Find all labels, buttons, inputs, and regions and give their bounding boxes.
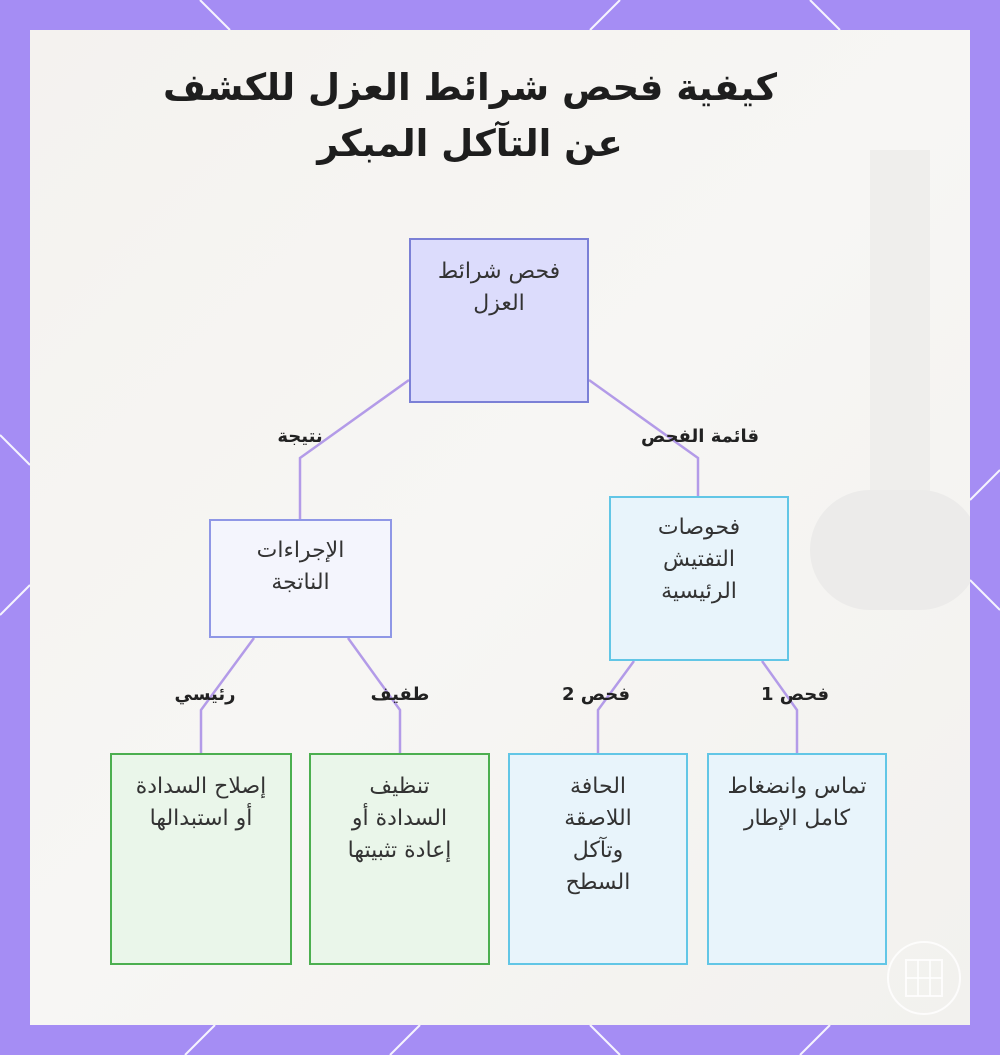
node-adhesive-edge (508, 753, 688, 965)
node-repair-or-replace-label: إصلاح السدادة أو استبدالها (135, 774, 267, 831)
edge-root-to-actions (300, 380, 409, 519)
node-adhesive-edge-label: الحافة اللاصقة وتآكل السطح (564, 774, 632, 895)
node-clean-or-refit-label: تنظيف السدادة أو إعادة تثبيتها (347, 774, 452, 863)
node-inspect-seals (409, 238, 589, 403)
edge-label-checklist: قائمة الفحص (641, 426, 759, 447)
node-frame-contact-label: تماس وانضغاط كامل الإطار (727, 774, 867, 831)
node-resulting-actions-label: الإجراءات الناتجة (256, 538, 345, 595)
edge-checks-to-edge (598, 661, 634, 753)
node-key-checks (609, 496, 789, 661)
diagram-title: كيفية فحص شرائط العزل للكشف عن التآكل المبكر (162, 66, 778, 165)
node-resulting-actions (209, 519, 392, 638)
edge-label-minor: طفيف (370, 684, 430, 705)
node-clean-or-refit (309, 753, 490, 965)
node-inspect-seals-label: فحص شرائط العزل (437, 259, 561, 316)
node-repair-or-replace (110, 753, 292, 965)
watermark-logo-icon (884, 938, 964, 1018)
node-frame-contact (707, 753, 887, 965)
node-key-checks-label: فحوصات التفتيش الرئيسية (657, 515, 741, 604)
edge-label-major: رئيسي (174, 684, 236, 705)
edge-checks-to-frame (762, 661, 797, 753)
edge-label-check2: فحص 2 (561, 684, 631, 705)
edge-label-check1: فحص 1 (760, 684, 830, 705)
edge-label-result: نتيجة (277, 426, 323, 447)
